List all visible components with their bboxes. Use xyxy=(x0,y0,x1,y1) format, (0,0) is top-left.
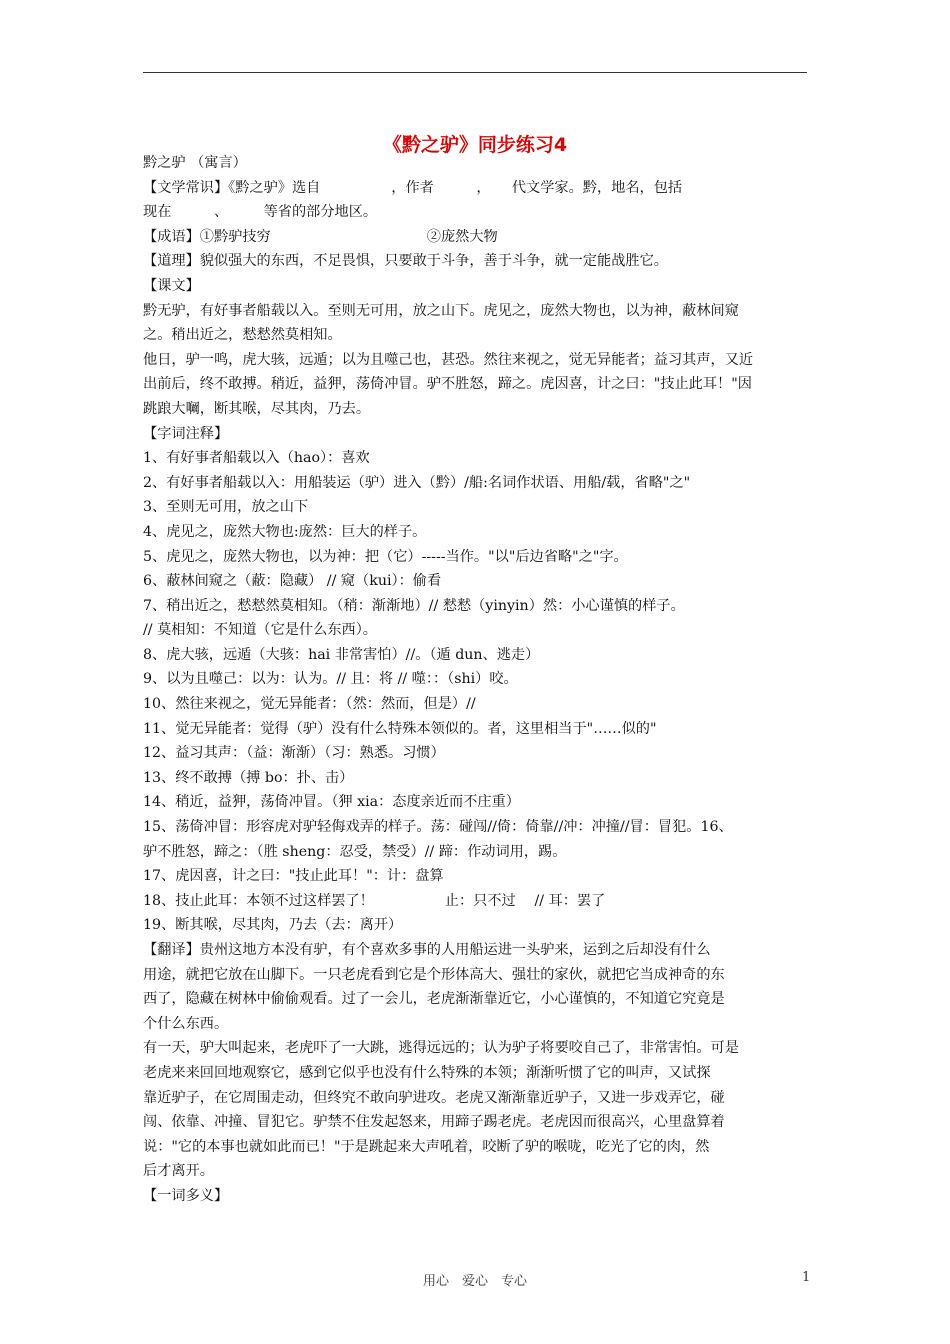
text-line: 【文学常识】《黔之驴》选自 ，作者 ， 代文学家。黔，地名，包括 xyxy=(143,179,683,196)
text-line: 1、有好事者船载以入（hao）：喜欢 xyxy=(143,450,370,467)
text-line: 后才离开。 xyxy=(143,1163,214,1180)
text-line: // 莫相知：不知道（它是什么东西）。 xyxy=(143,622,377,639)
text-line: 12、益习其声：（益：渐渐）（习：熟悉。习惯） xyxy=(143,745,445,762)
text-line: 11、觉无异能者：觉得（驴）没有什么特殊本领似的。者，这里相当于"……似的" xyxy=(143,720,657,737)
text-line: 之。稍出近之，慭慭然莫相知。 xyxy=(143,327,342,344)
text-line: 驴不胜怒，蹄之：（胜 sheng：忍受，禁受）// 蹄：作动词用，踢。 xyxy=(143,843,567,860)
text-line: 他日，驴一鸣，虎大骇，远遁；以为且噬己也，甚恐。然往来视之，觉无异能者；益习其声，又近 xyxy=(143,351,754,368)
text-line: 闯、依靠、冲撞、冒犯它。驴禁不住发起怒来，用蹄子踢老虎。老虎因而很高兴，心里盘算着 xyxy=(143,1114,725,1131)
text-line: 【翻译】贵州这地方本没有驴，有个喜欢多事的人用船运进一头驴来，运到之后却没有什么 xyxy=(143,942,711,958)
text-line: 【课文】 xyxy=(143,277,200,294)
text-line: 【字词注释】 xyxy=(143,425,229,442)
document-body xyxy=(143,151,813,1209)
text-line: 2、有好事者船载以入：用船装运（驴）进入（黔）/船:名词作状语、用船/载，省略"之" xyxy=(143,474,691,491)
text-line: 15、荡倚冲冒：形容虎对驴轻侮戏弄的样子。荡：碰闯//倚：倚靠//冲：冲撞//冒：冒犯。16、 xyxy=(143,819,733,836)
text-line: 【一词多义】 xyxy=(143,1187,229,1204)
text-line: 靠近驴子，在它周围走动，但终究不敢向驴进攻。老虎又渐渐靠近驴子，又进一步戏弄它，碰 xyxy=(143,1089,725,1106)
text-line: 跳踉大㘎，断其喉，尽其肉，乃去。 xyxy=(143,400,371,417)
text-line: 7、稍出近之，慭慭然莫相知。（稍：渐渐地）// 慭慭（yinyin）然：小心谨慎的样子。 xyxy=(143,597,685,614)
text-line: 老虎来来回回地观察它，感到它似乎也没有什么特殊的本领；渐渐听惯了它的叫声，又试探 xyxy=(143,1064,711,1081)
text-line: 黔之驴 （寓言） xyxy=(143,155,247,171)
text-line: 10、然往来视之，觉无异能者：（然：然而，但是）// xyxy=(143,696,476,713)
text-line: 19、断其喉，尽其肉，乃去（去：离开） xyxy=(143,917,403,934)
text-line: 6、蔽林间窥之（蔽：隐藏） // 窥（kui）：偷看 xyxy=(143,573,442,590)
text-line: 说："它的本事也就如此而已！"于是跳起来大声吼着，咬断了驴的喉咙，吃光了它的肉，然 xyxy=(143,1138,710,1155)
text-line: 个什么东西。 xyxy=(143,1015,229,1032)
text-line: 西了，隐藏在树林中偷偷观看。过了一会儿，老虎渐渐靠近它，小心谨慎的，不知道它究竟是 xyxy=(143,991,725,1008)
header-rule xyxy=(143,72,807,73)
text-line: 3、至则无可用，放之山下 xyxy=(143,499,309,516)
text-line: 8、虎大骇，远遁（大骇：hai 非常害怕）//。（遁 dun、逃走） xyxy=(143,646,540,663)
page-footer: 用心 爱心 专心 xyxy=(422,1274,527,1289)
text-line: 现在 、 等省的部分地区。 xyxy=(143,204,378,221)
text-line: 14、稍近，益狎，荡倚冲冒。（狎 xia：态度亲近而不庄重） xyxy=(143,794,520,811)
text-line: 5、虎见之，庞然大物也，以为神：把（它）-----当作。"以"后边省略"之"字。 xyxy=(143,548,628,565)
text-line: 18、技止此耳：本领不过这样罢了！ 止：只不过 // 耳：罢了 xyxy=(143,892,606,909)
text-line: 9、以为且噬己：以为：认为。// 且：将 // 噬：：（shi）咬。 xyxy=(143,671,518,688)
text-line: 出前后，终不敢搏。稍近，益狎，荡倚冲冒。驴不胜怒，蹄之。虎因喜，计之曰："技止此耳！"因 xyxy=(143,376,752,393)
text-line: 用途，就把它放在山脚下。一只老虎看到它是个形体高大、强壮的家伙，就把它当成神奇的东 xyxy=(143,966,725,983)
text-line: 4、虎见之，庞然大物也:庞然：巨大的样子。 xyxy=(143,523,427,540)
text-line: 【成语】①黔驴技穷 ②庞然大物 xyxy=(143,228,498,245)
page-number: 1 xyxy=(802,1270,811,1285)
text-line: 13、终不敢搏（搏 bo：扑、击） xyxy=(143,769,354,786)
text-line: 17、虎因喜，计之曰："技止此耳！"：计：盘算 xyxy=(143,868,444,885)
document-title: 《黔之驴》同步练习4 xyxy=(382,134,568,156)
text-line: 有一天，驴大叫起来，老虎吓了一大跳，逃得远远的；认为驴子将要咬自己了，非常害怕。可是 xyxy=(143,1040,739,1057)
text-line: 黔无驴，有好事者船载以入。至则无可用，放之山下。虎见之，庞然大物也，以为神，蔽林间窥 xyxy=(143,302,739,319)
text-line: 【道理】貌似强大的东西，不足畏惧，只要敢于斗争，善于斗争，就一定能战胜它。 xyxy=(143,253,668,270)
